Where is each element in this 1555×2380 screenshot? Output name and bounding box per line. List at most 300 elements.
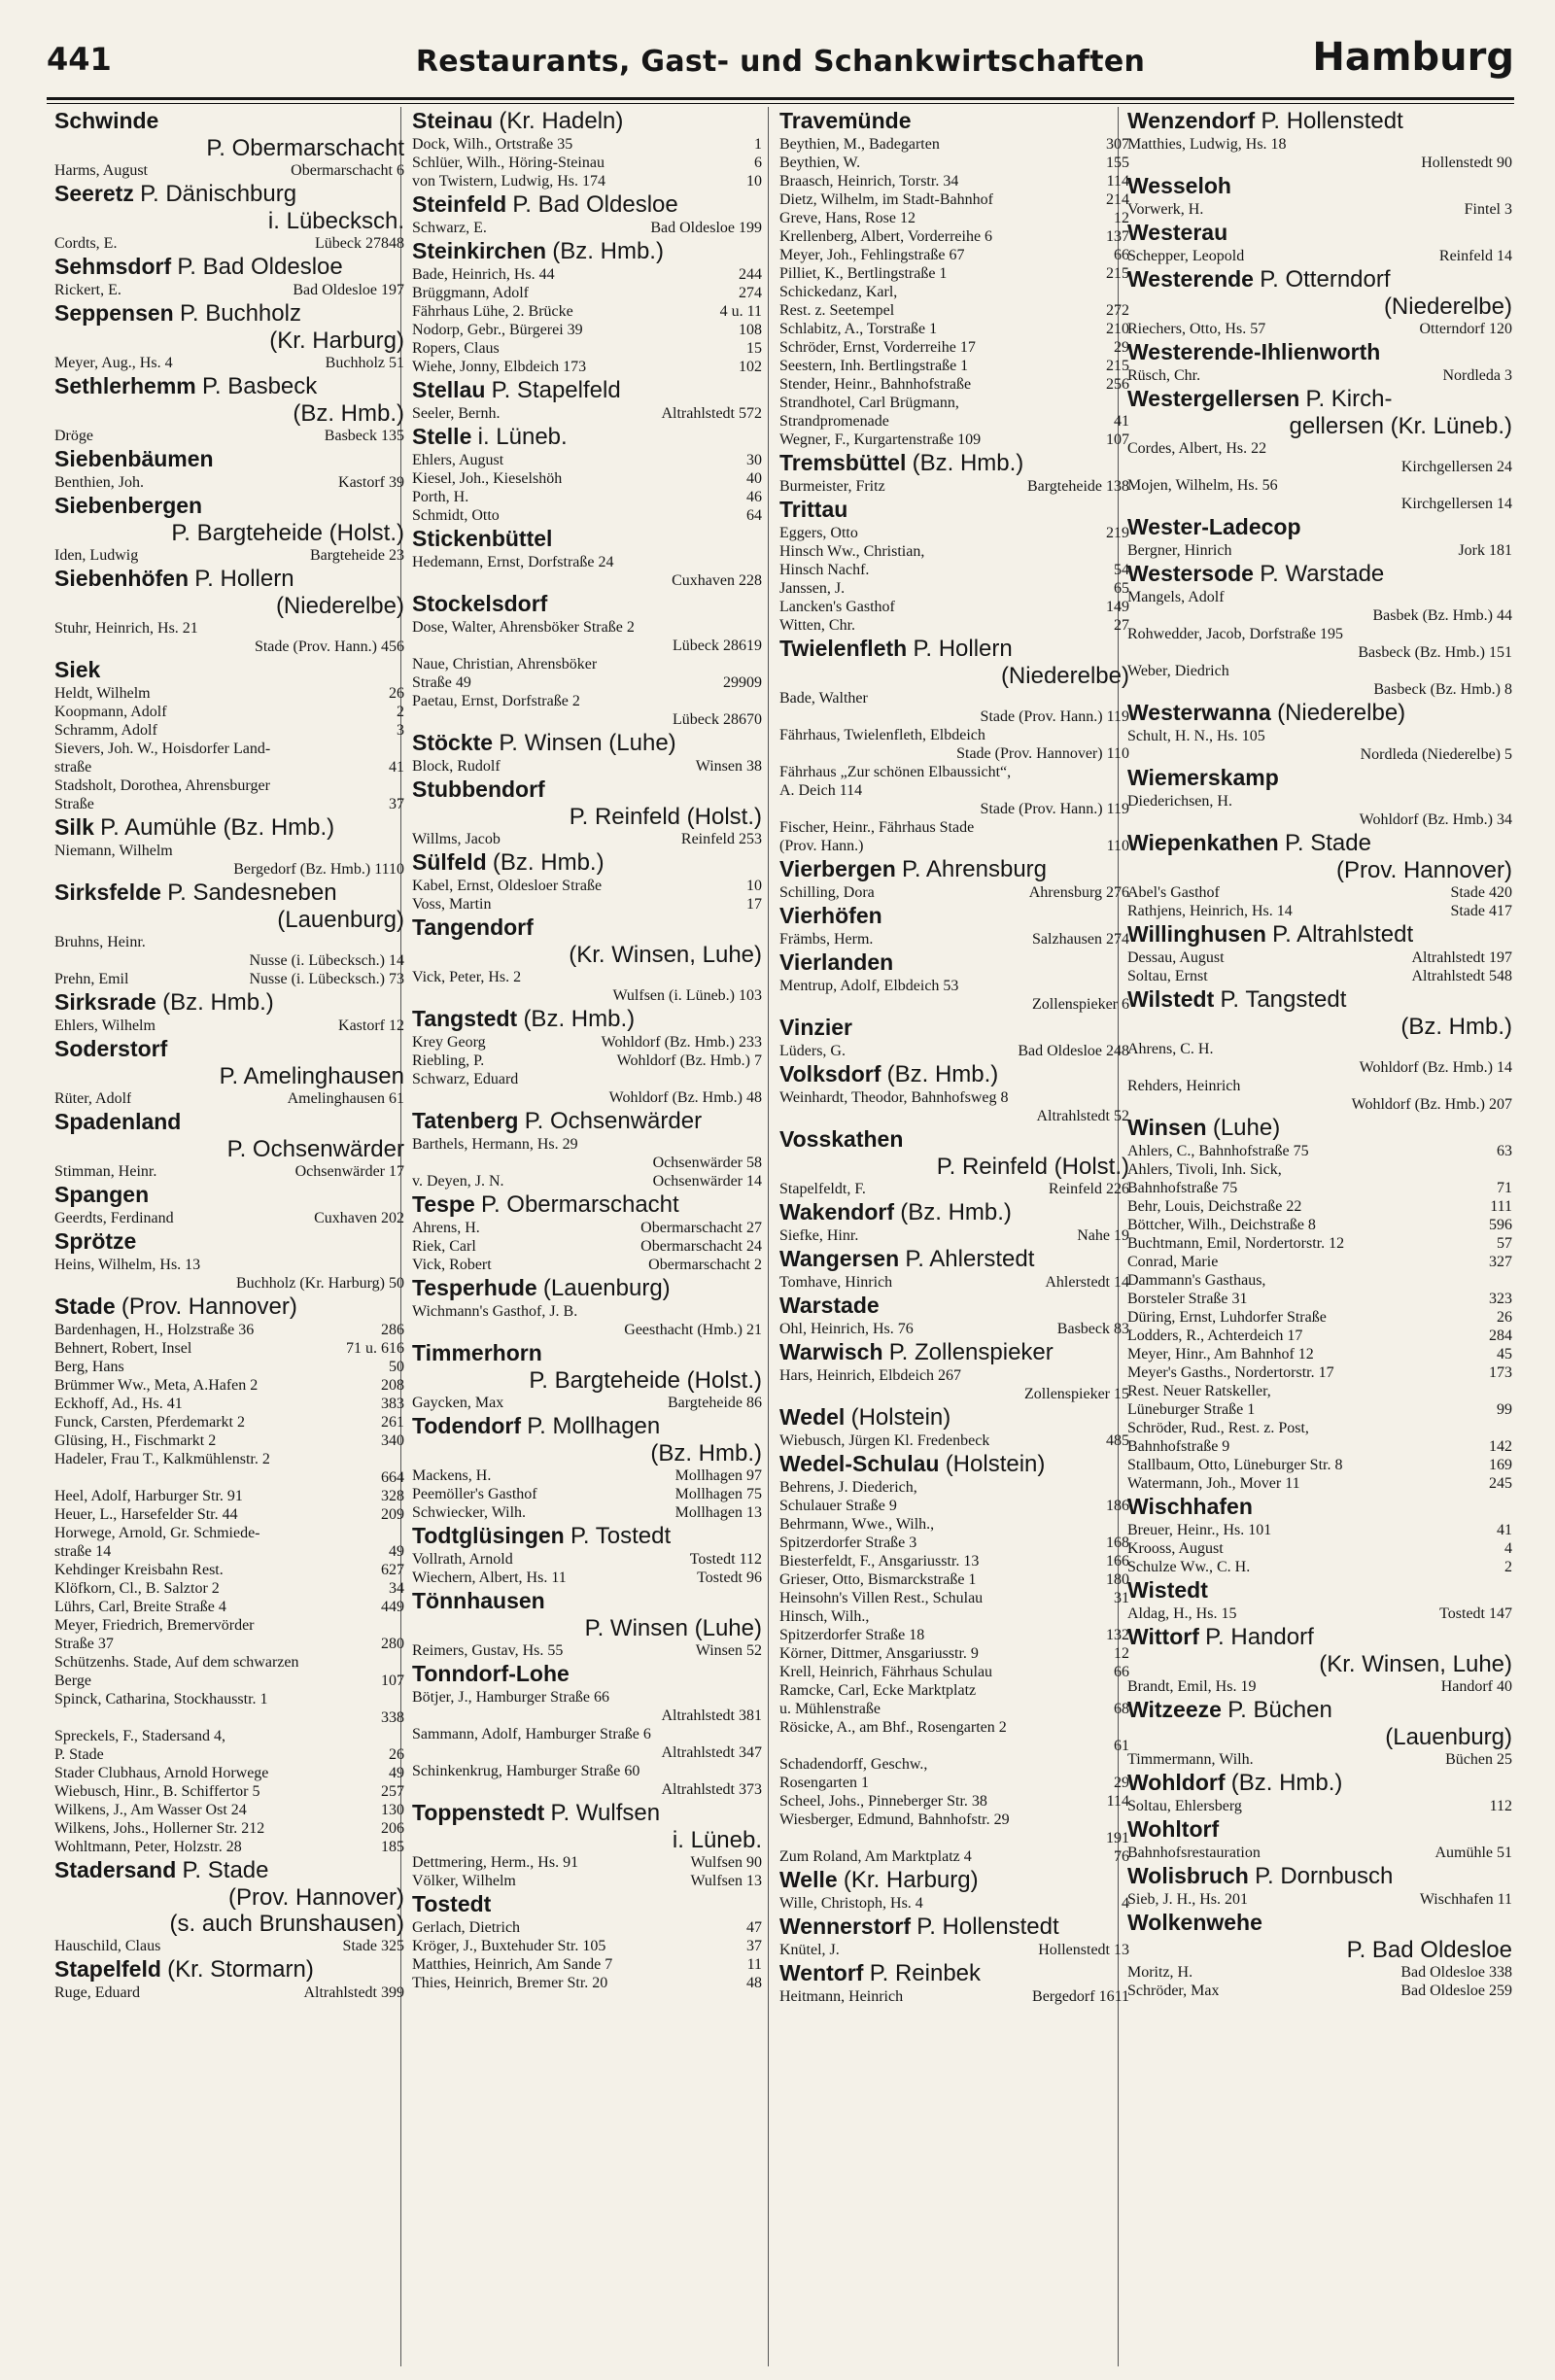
entry-phone (1506, 727, 1512, 745)
place-block (54, 1035, 404, 1108)
entry-phone: 664 (381, 1469, 404, 1486)
place-subline: (Lauenburg) (277, 907, 404, 933)
directory-entry (412, 1256, 762, 1274)
entry-name: Seeler, Bernh. (412, 405, 501, 422)
entry-phone (398, 740, 404, 758)
directory-entry (779, 579, 1129, 598)
directory-entry (54, 1487, 404, 1505)
entry-phone (756, 968, 762, 986)
place-block (412, 190, 762, 237)
directory-entry (54, 1727, 404, 1745)
entry-phone (1506, 792, 1512, 811)
entry-phone: 26 (1497, 1309, 1512, 1326)
directory-entry (54, 1431, 404, 1450)
directory-entry (412, 1052, 762, 1070)
place-name: Siek (54, 657, 101, 682)
directory-entry (779, 977, 1129, 995)
entry-phone: Obermarschacht 6 (291, 162, 404, 179)
place-name: Wilstedt (1127, 986, 1215, 1012)
place-name: Westerwanna (1127, 700, 1271, 725)
entry-phone: 10 (746, 878, 762, 894)
entry-phone: Büchen 25 (1445, 1751, 1512, 1768)
place-heading (1127, 560, 1512, 588)
place-postal: P. Dänischburg (140, 181, 297, 207)
directory-entry (412, 1569, 762, 1587)
entry-continuation: Stade (Prov. Hann.) 119 (980, 801, 1129, 817)
directory-entry (412, 1641, 762, 1660)
place-name: Todendorf (412, 1413, 521, 1438)
place-block (54, 372, 404, 445)
directory-entry (1127, 949, 1512, 967)
directory-entry (412, 1237, 762, 1256)
entry-phone: Wohldorf (Bz. Hmb.) 233 (601, 1034, 762, 1051)
place-block (1127, 764, 1512, 829)
entry-phone: Bad Oldesloe 248 (1018, 1043, 1129, 1059)
entry-name: Stender, Heinr., Bahnhofstraße (779, 376, 972, 393)
entry-name: Krell, Heinrich, Fährhaus Schulau (779, 1664, 993, 1680)
entry-name: Hinsch, Wilh., (779, 1608, 870, 1625)
place-postal: P. Altrahlstedt (1272, 921, 1414, 948)
entry-phone: Obermarschacht 27 (640, 1220, 762, 1236)
entry-phone: 114 (1106, 173, 1129, 190)
entry-phone: Amelinghausen 61 (287, 1090, 404, 1107)
place-block (779, 1338, 1129, 1403)
place-block (779, 1913, 1129, 1959)
place-heading (1127, 1114, 1512, 1142)
entry-name: Schmidt, Otto (412, 507, 500, 524)
place-heading (779, 496, 1129, 524)
place-block (54, 492, 404, 565)
entry-phone: Bargteheide 86 (667, 1395, 762, 1411)
entry-name: Braasch, Heinrich, Torstr. 34 (779, 173, 959, 190)
place-postal: (Bz. Hmb.) (552, 238, 664, 264)
place-subline: (Lauenburg) (1385, 1724, 1512, 1750)
entry-phone: 142 (1489, 1438, 1512, 1455)
directory-entry (1127, 967, 1512, 985)
place-block (779, 449, 1129, 496)
entry-name: Abel's Gasthof (1127, 884, 1220, 901)
directory-entry (54, 1089, 404, 1108)
place-postal: (Bz. Hmb.) (492, 849, 605, 876)
directory-entry (1127, 1890, 1512, 1909)
place-postal: P. Tostedt (570, 1523, 672, 1549)
entry-phone: 15 (746, 340, 762, 357)
entry-phone: Altrahlstedt 197 (1411, 949, 1512, 966)
directory-entry (1127, 1197, 1512, 1216)
entry-name: Scheel, Johs., Pinneberger Str. 38 (779, 1793, 987, 1810)
directory-entry (779, 781, 1129, 800)
entry-phone: 219 (1106, 525, 1129, 541)
entry-name: Thies, Heinrich, Bremer Str. 20 (412, 1975, 608, 1991)
directory-entry (1127, 1474, 1512, 1493)
directory-column-4 (1127, 107, 1512, 2366)
directory-entry (1127, 1308, 1512, 1327)
entry-phone: Buchholz 51 (325, 355, 404, 371)
directory-entry (779, 1607, 1129, 1626)
entry-phone (1506, 1040, 1512, 1058)
entry-phone: 66 (1114, 247, 1129, 263)
entry-name: Dröge (54, 428, 93, 444)
entry-name: Behnert, Robert, Insel (54, 1340, 192, 1357)
entry-name: Rickert, E. (54, 282, 121, 298)
entry-phone: Aumühle 51 (1434, 1845, 1512, 1861)
directory-entry (779, 1644, 1129, 1663)
place-postal: P. Otterndorf (1260, 266, 1391, 293)
entry-name: Lancken's Gasthof (779, 599, 895, 615)
place-name: Wenzendorf (1127, 108, 1256, 133)
place-block (54, 1293, 404, 1856)
entry-name: Wegner, F., Kurgartenstraße 109 (779, 431, 982, 448)
place-subline: P. Ochsenwärder (226, 1136, 404, 1162)
directory-entry (779, 1847, 1129, 1866)
place-block (1127, 219, 1512, 265)
entry-name: Wiebusch, Jürgen Kl. Fredenbeck (779, 1432, 990, 1449)
place-postal: (Luhe) (1212, 1115, 1281, 1141)
entry-name: Schwarz, E. (412, 220, 487, 236)
directory-entry (779, 1811, 1129, 1829)
entry-name: Riebling, P. (412, 1052, 485, 1069)
place-block (54, 253, 404, 299)
place-heading (54, 180, 404, 208)
place-subline: (Bz. Hmb.) (1400, 1014, 1512, 1040)
place-name: Wiepenkathen (1127, 830, 1279, 855)
entry-name: Rosengarten 1 (779, 1775, 869, 1791)
entry-name: Strandpromenade (779, 413, 889, 430)
place-heading (54, 1955, 404, 1983)
directory-entry (779, 1497, 1129, 1515)
entry-phone: Wulfsen 90 (690, 1854, 762, 1871)
entry-name: Pilliet, K., Bertlingstraße 1 (779, 265, 948, 282)
directory-entry (54, 970, 404, 988)
entry-continuation: Geesthacht (Hmb.) 21 (624, 1322, 762, 1338)
place-block (779, 1014, 1129, 1060)
place-heading (1127, 385, 1512, 413)
entry-name: Främbs, Herm. (779, 931, 874, 948)
entry-name: Riechers, Otto, Hs. 57 (1127, 321, 1266, 337)
place-block (1127, 1493, 1512, 1576)
entry-name: Dock, Wilh., Ortstraße 35 (412, 136, 573, 153)
entry-name: straße 14 (54, 1543, 112, 1560)
city-heading: Hamburg (1312, 35, 1514, 80)
place-block (412, 776, 762, 848)
place-subline: P. Winsen (Luhe) (584, 1615, 762, 1641)
place-postal: P. Ochsenwärder (524, 1108, 703, 1134)
directory-entry (412, 553, 762, 571)
place-block (1127, 699, 1512, 764)
entry-phone (756, 655, 762, 673)
place-postal: (Bz. Hmb.) (523, 1006, 636, 1032)
place-heading (1127, 699, 1512, 727)
entry-name: Vollrath, Arnold (412, 1551, 513, 1568)
place-heading (779, 855, 1129, 883)
entry-name: Schickedanz, Karl, (779, 284, 898, 300)
place-name: Tostedt (412, 1891, 492, 1916)
entry-name: Schramm, Adolf (54, 722, 157, 739)
place-block (412, 237, 762, 376)
place-name: Wesseloh (1127, 173, 1231, 198)
place-subline: P. Obermarschacht (206, 135, 404, 161)
place-name: Wischhafen (1127, 1494, 1253, 1519)
entry-name: Kabel, Ernst, Oldesloer Straße (412, 878, 603, 894)
place-postal: P. Zollenspieker (888, 1339, 1054, 1365)
entry-name: Eggers, Otto (779, 525, 858, 541)
directory-entry (412, 618, 762, 637)
entry-phone (1506, 1382, 1512, 1400)
place-heading (779, 1959, 1129, 1987)
place-block (54, 988, 404, 1035)
entry-name: Spreckels, F., Stadersand 4, (54, 1728, 226, 1744)
directory-entry (412, 895, 762, 914)
entry-phone: 2 (1504, 1559, 1512, 1575)
entry-phone: 215 (1106, 265, 1129, 282)
place-heading (412, 423, 762, 451)
directory-entry (1127, 1363, 1512, 1382)
directory-entry (779, 1088, 1129, 1107)
place-heading (1127, 172, 1512, 200)
entry-continuation: Altrahlstedt 381 (661, 1707, 762, 1724)
place-name: Schwinde (54, 108, 159, 133)
place-heading (779, 1198, 1129, 1226)
entry-phone: 137 (1106, 228, 1129, 245)
directory-entry (54, 1745, 404, 1764)
place-name: Volksdorf (779, 1061, 881, 1087)
entry-phone: 274 (739, 285, 762, 301)
entry-name: Krellenberg, Albert, Vorderreihe 6 (779, 228, 993, 245)
place-name: Wangersen (779, 1246, 900, 1271)
entry-phone (398, 1727, 404, 1745)
entry-phone: Lübeck 27848 (315, 235, 404, 252)
place-name: Steinkirchen (412, 238, 547, 263)
entry-name: Rest. Neuer Ratskeller, (1127, 1383, 1271, 1399)
directory-entry (412, 172, 762, 190)
entry-phone: Reinfeld 226 (1048, 1181, 1129, 1197)
entry-name: Ahrens, C. H. (1127, 1041, 1214, 1057)
entry-phone (398, 1653, 404, 1672)
directory-entry (54, 842, 404, 860)
place-heading (54, 445, 404, 473)
directory-entry (54, 1653, 404, 1672)
place-block (779, 902, 1129, 949)
directory-entry (779, 837, 1129, 855)
entry-name: Geerdts, Ferdinand (54, 1210, 174, 1226)
entry-name: Wille, Christoph, Hs. 4 (779, 1895, 923, 1912)
entry-name: Schützenhs. Stade, Auf dem schwarzen (54, 1654, 299, 1671)
place-name: Vosskathen (779, 1126, 904, 1152)
entry-name: Hinsch Ww., Christian, (779, 543, 925, 560)
place-subline: (Niederelbe) (1383, 293, 1512, 320)
entry-phone (1506, 588, 1512, 606)
place-block (54, 656, 404, 813)
entry-phone: 3 (397, 722, 404, 739)
place-heading (412, 237, 762, 265)
directory-entry (412, 404, 762, 423)
entry-name: Horwege, Arnold, Gr. Schmiede- (54, 1525, 260, 1541)
directory-entry (412, 284, 762, 302)
place-postal: (Kr. Hadeln) (499, 108, 624, 134)
directory-entry (412, 1394, 762, 1412)
place-heading (779, 449, 1129, 477)
entry-phone: 485 (1106, 1432, 1129, 1449)
directory-entry (779, 542, 1129, 561)
place-heading (54, 813, 404, 842)
place-block (412, 1190, 762, 1274)
directory-entry (54, 1801, 404, 1819)
entry-phone: Obermarschacht 24 (640, 1238, 762, 1255)
entry-phone: 49 (389, 1765, 404, 1781)
entry-name: Hauschild, Claus (54, 1938, 161, 1954)
place-subline: (Kr. Winsen, Luhe) (1319, 1651, 1512, 1677)
place-block (1127, 107, 1512, 172)
entry-name: Stuhr, Heinrich, Hs. 21 (54, 620, 198, 637)
place-postal: P. Obermarschacht (481, 1191, 679, 1218)
place-name: Steinau (412, 108, 494, 133)
entry-name: Meyer, Aug., Hs. 4 (54, 355, 173, 371)
directory-entry (412, 506, 762, 525)
entry-phone: 280 (381, 1636, 404, 1652)
entry-phone: Mollhagen 75 (674, 1486, 762, 1502)
entry-name: Vorwerk, H. (1127, 201, 1204, 218)
entry-phone: 244 (739, 266, 762, 283)
place-heading (1127, 920, 1512, 949)
place-heading (412, 1890, 762, 1918)
directory-entry (1127, 1677, 1512, 1696)
directory-entry (779, 320, 1129, 338)
entry-phone (398, 776, 404, 795)
entry-phone (1506, 1160, 1512, 1179)
entry-phone: Reinfeld 253 (680, 831, 762, 847)
entry-phone: Altrahlstedt 399 (303, 1984, 404, 2001)
entry-phone (1506, 135, 1512, 154)
entry-phone: Salzhausen 274 (1032, 931, 1129, 948)
directory-entry (779, 412, 1129, 431)
entry-name: Dessau, August (1127, 949, 1225, 966)
place-subline: (Bz. Hmb.) (650, 1440, 762, 1466)
header-rule-thin (47, 103, 1514, 104)
place-name: Vinzier (779, 1015, 852, 1040)
entry-name: Fährhaus, Twielenfleth, Elbdeich (779, 727, 985, 743)
entry-name: Ahlers, C., Bahnhofstraße 75 (1127, 1143, 1309, 1159)
entry-name: Hinsch Nachf. (779, 562, 870, 578)
entry-name: Krooss, August (1127, 1540, 1224, 1557)
place-name: Westerende (1127, 266, 1254, 292)
place-heading (54, 988, 404, 1017)
entry-name: Zum Roland, Am Marktplatz 4 (779, 1848, 972, 1865)
entry-name: Bade, Heinrich, Hs. 44 (412, 266, 555, 283)
directory-entry (1127, 1179, 1512, 1197)
directory-entry (54, 1468, 404, 1487)
place-name: Wedel-Schulau (779, 1451, 940, 1476)
place-block (54, 180, 404, 253)
entry-phone: 4 (1504, 1540, 1512, 1557)
directory-entry (779, 1774, 1129, 1792)
entry-phone: Bargteheide 23 (309, 547, 404, 564)
place-heading (54, 372, 404, 400)
place-postal: P. Buchholz (179, 300, 301, 327)
directory-entry (412, 339, 762, 358)
directory-entry (54, 1505, 404, 1524)
place-block (412, 1799, 762, 1890)
directory-entry (1127, 1160, 1512, 1179)
entry-name: Meyer's Gasths., Nordertorstr. 17 (1127, 1364, 1334, 1381)
entry-name: Biesterfeldt, F., Ansgariusstr. 13 (779, 1553, 980, 1569)
entry-name: Barthels, Hermann, Hs. 29 (412, 1136, 578, 1153)
directory-entry (412, 655, 762, 673)
place-postal: P. Basbeck (201, 373, 318, 399)
entry-phone: 155 (1106, 155, 1129, 171)
entry-name: Bötjer, J., Hamburger Straße 66 (412, 1689, 610, 1706)
place-subline: P. Reinfeld (Holst.) (936, 1154, 1129, 1180)
place-name: Tangendorf (412, 914, 534, 940)
directory-entry (1127, 1253, 1512, 1271)
entry-name: Block, Rudolf (412, 758, 501, 775)
place-name: Siebenbergen (54, 493, 203, 518)
place-block (779, 1450, 1129, 1866)
entry-phone: 34 (389, 1580, 404, 1597)
entry-name: Soltau, Ehlersberg (1127, 1798, 1242, 1814)
entry-phone: 45 (1497, 1346, 1512, 1362)
place-postal: i. Lüneb. (477, 424, 568, 450)
directory-entry (779, 1180, 1129, 1198)
directory-entry (1127, 1040, 1512, 1058)
entry-phone: Handorf 40 (1440, 1678, 1512, 1695)
entry-phone: Mollhagen 13 (674, 1504, 762, 1521)
entry-name: Ehlers, August (412, 452, 504, 468)
place-name: Stade (54, 1293, 116, 1319)
entry-phone (398, 933, 404, 951)
entry-name: Behrens, J. Diederich, (779, 1479, 917, 1496)
place-subline: (Prov. Hannover) (1336, 857, 1512, 883)
place-heading (412, 1005, 762, 1033)
entry-phone: 64 (746, 507, 762, 524)
entry-name: Rüter, Adolf (54, 1090, 132, 1107)
place-name: Siebenbäumen (54, 446, 214, 471)
directory-entry (1127, 1982, 1512, 2000)
entry-phone: Winsen 38 (695, 758, 762, 775)
entry-name: Stallbaum, Otto, Lüneburger Str. 8 (1127, 1457, 1343, 1473)
entry-phone: 4 (1122, 1895, 1129, 1912)
entry-name: Mojen, Wilhelm, Hs. 56 (1127, 477, 1278, 494)
entry-phone (756, 1302, 762, 1321)
place-name: Spadenland (54, 1109, 182, 1134)
entry-name: P. Stade (54, 1746, 104, 1763)
entry-phone: 307 (1106, 136, 1129, 153)
place-heading (412, 1799, 762, 1827)
directory-entry (779, 1320, 1129, 1338)
directory-entry (54, 1524, 404, 1542)
place-postal: P. Hollern (913, 636, 1013, 662)
entry-name: Stader Clubhaus, Arnold Horwege (54, 1765, 269, 1781)
entry-phone: 185 (381, 1839, 404, 1855)
entry-phone: Stade 325 (342, 1938, 404, 1954)
directory-entry (54, 721, 404, 740)
place-block (54, 1108, 404, 1181)
directory-entry (1127, 200, 1512, 219)
entry-name: Burmeister, Fritz (779, 478, 885, 495)
entry-phone: Otterndorf 120 (1419, 321, 1512, 337)
entry-name: Gaycken, Max (412, 1395, 504, 1411)
place-name: Sehmsdorf (54, 254, 172, 279)
place-postal: (Holstein) (850, 1404, 951, 1431)
directory-entry (1127, 320, 1512, 338)
place-heading (1127, 1576, 1512, 1604)
place-block (412, 729, 762, 776)
directory-entry (54, 933, 404, 951)
entry-name: Rest. z. Seetempel (779, 302, 895, 319)
entry-phone: Nordleda 3 (1442, 367, 1512, 384)
place-postal: P. Bad Oldesloe (177, 254, 343, 280)
place-block (412, 376, 762, 423)
directory-entry (1127, 247, 1512, 265)
